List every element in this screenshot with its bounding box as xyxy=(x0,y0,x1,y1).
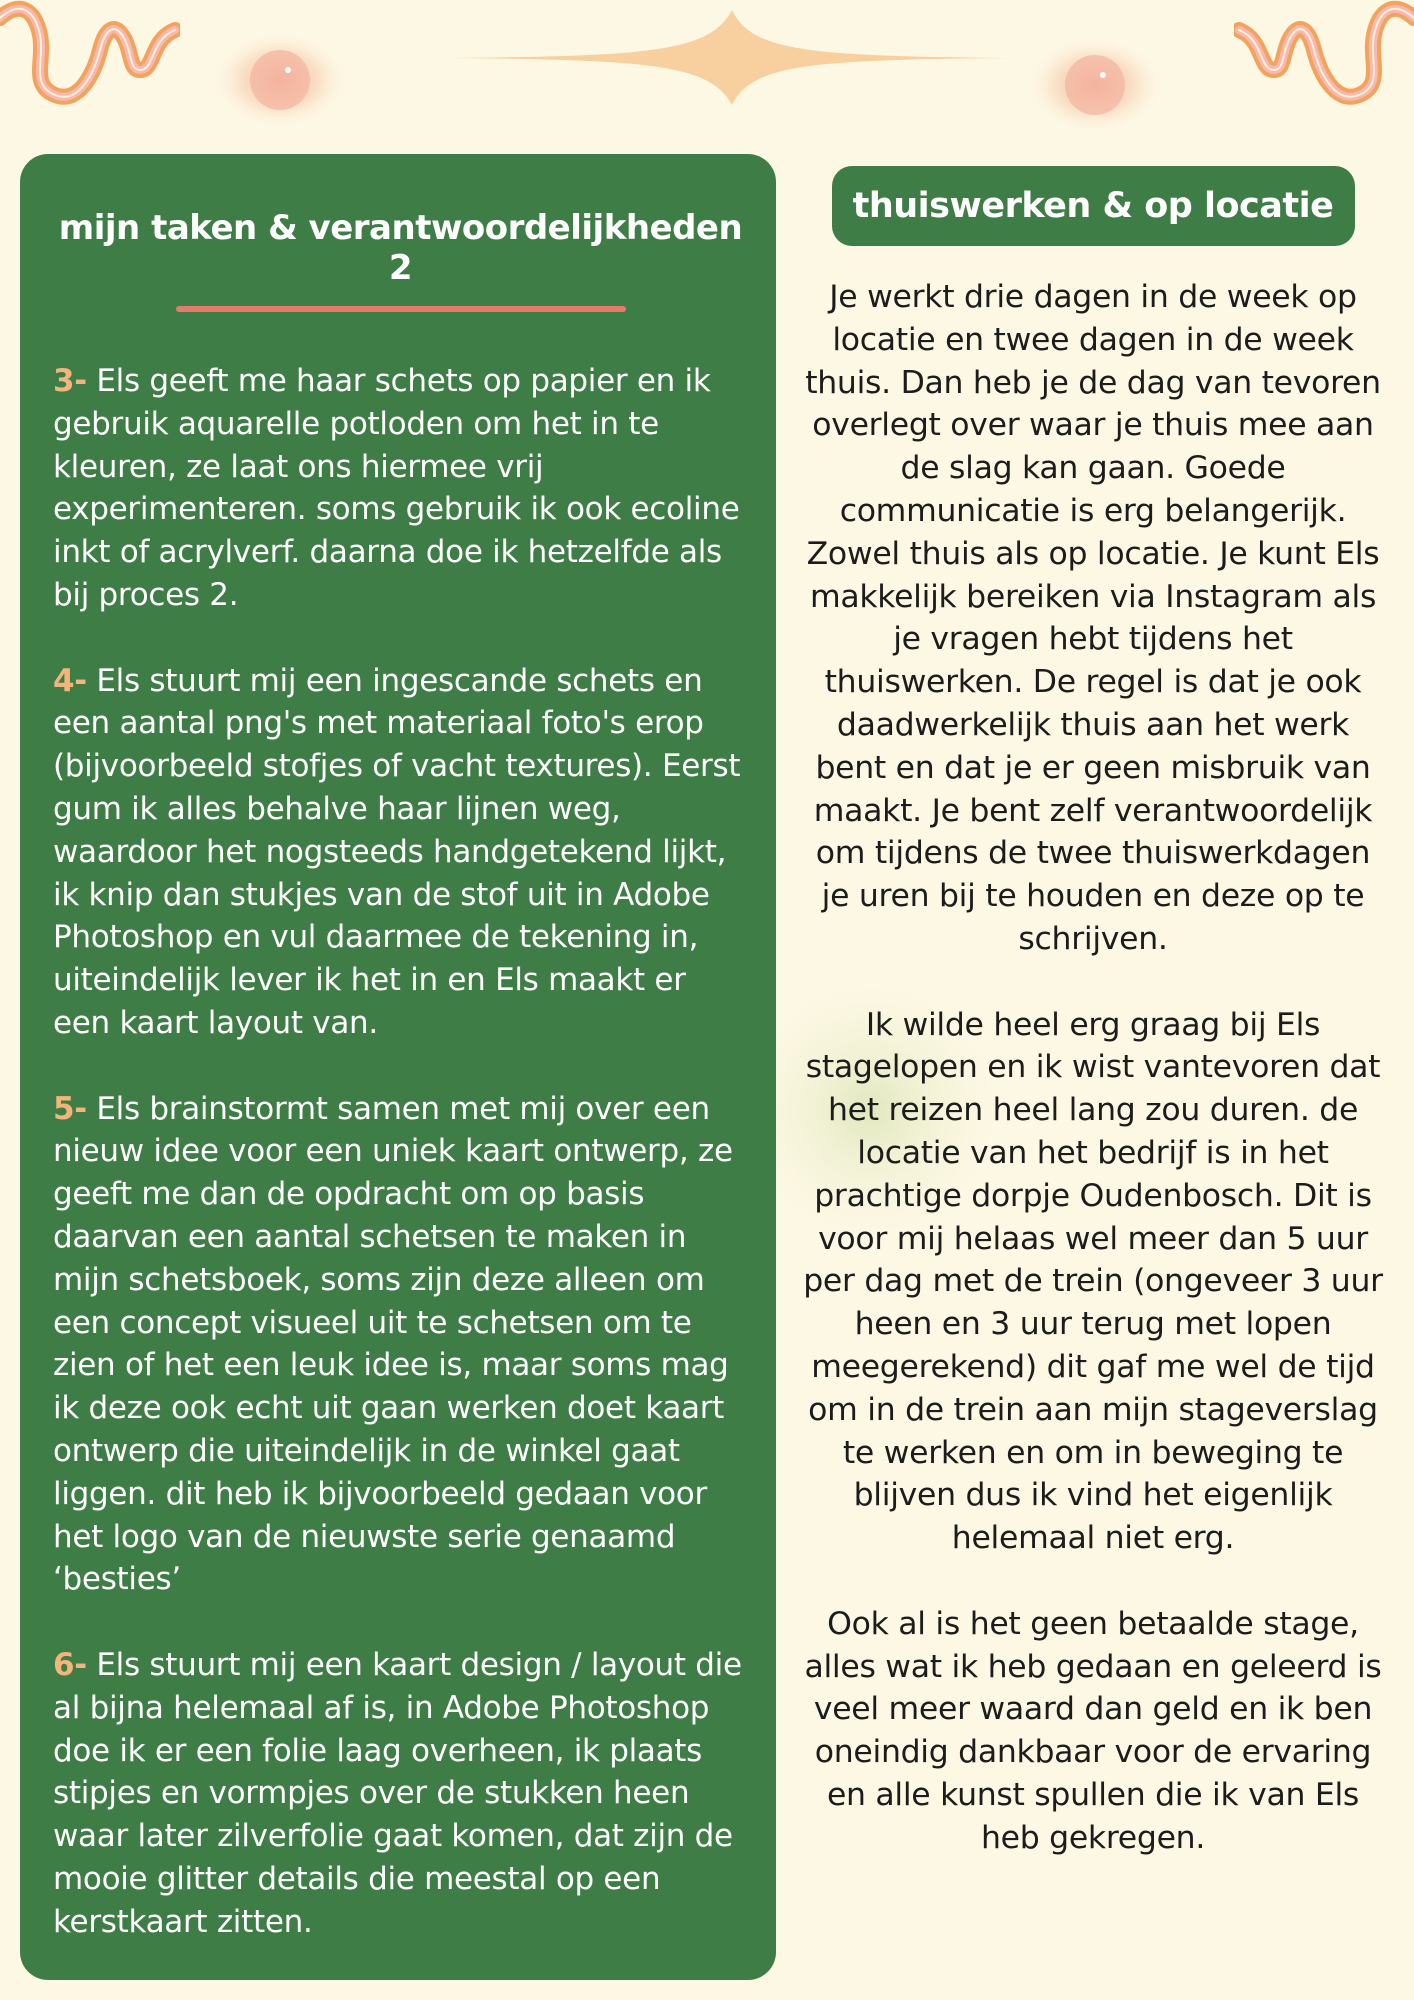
step-text: Els geeft me haar schets op papier en ik gebruik aquarelle potloden om het in te kleuren, ze laat ons hiermee vrij experimenteren. soms gebruik ik ook ecoline inkt of acrylverf. daarna doe ik hetzelfde als bij proces 2. xyxy=(53,363,740,613)
tasks-list xyxy=(53,360,748,1943)
paragraph-remote-work: Je werkt drie dagen in de week op locatie en twee dagen in de week thuis. Dan heb je de dag van tevoren overlegt over waar je thuis mee aan de slag kan gaan. Goede communicatie is erg belangerijk. Zowel thuis als op locatie. Je kunt Els makkelijk bereiken via Instagram als je vragen hebt tijdens het thuiswerken. De regel is dat je ook daadwerkelijk thuis aan het werk bent en dat je er geen misbruik van maakt. Je bent zelf verantwoordelijk om tijdens de twee thuiswerkdagen je uren bij te houden en deze op te schrijven. xyxy=(805,279,1381,957)
glow-orb-icon xyxy=(210,25,350,135)
paragraph-gratitude: Ook al is het geen betaalde stage, alles wat ik heb gedaan en geleerd is veel meer waard dan geld en ik ben oneindig dankbaar voor de ervaring en alle kunst spullen die ik van Els heb gekregen. xyxy=(804,1605,1382,1856)
title-underline xyxy=(176,306,626,312)
remote-work-title: thuiswerken & op locatie xyxy=(832,166,1355,246)
step-number: 3- xyxy=(53,363,87,399)
task-step-3 xyxy=(53,360,748,617)
step-text: Els stuurt mij een ingescande schets en een aantal png's met materiaal foto's erop (bijvoorbeeld stofjes of vacht textures). Eerst gum ik alles behalve haar lijnen weg, waardoor het nogsteeds handgetekend lijkt, ik knip dan stukjes van de stof uit in Adobe Photoshop en vul daarmee de tekening in, uiteindelijk lever ik het in en Els maakt er een kaart layout van. xyxy=(53,662,741,1041)
paragraph-travel: Ik wilde heel erg graag bij Els stagelopen en ik wist vantevoren dat het reizen heel lang zou duren. de locatie van het bedrijf is in het prachtige dorpje Oudenbosch. Dit is voor mij helaas wel meer dan 5 uur per dag met de trein (ongeveer 3 uur heen en 3 uur terug met lopen meegerekend) dit gaf me wel de tijd om in de trein aan mijn stageverslag te werken en om in beweging te blijven dus ik vind het eigenlijk helemaal niet erg. xyxy=(803,1006,1383,1557)
task-step-6 xyxy=(53,1644,748,1944)
step-number: 4- xyxy=(53,662,87,699)
sparkle-star-icon xyxy=(450,10,1010,105)
step-text: Els stuurt mij een kaart design / layout die al bijna helemaal af is, in Adobe Photoshop doe ik er een folie laag overheen, ik plaats stipjes en vormpjes over de stukken heen waar later zilverfolie gaat komen, dat zijn de mooie glitter details die meestal op een kerstkaart zitten. xyxy=(53,1646,742,1940)
tasks-title: mijn taken & verantwoordelijkheden 2 xyxy=(58,208,743,288)
step-text: Els brainstormt samen met mij over een nieuw idee voor een uniek kaart ontwerp, ze geeft me dan de opdracht om op basis daarvan een aantal schetsen te maken in mijn schetsboek, soms zijn deze alleen om een concept visueel uit te schetsen om te zien of het een leuk idee is, maar soms mag ik deze ook echt uit gaan werken doet kaart ontwerp die uiteindelijk in de winkel gaat liggen. dit heb ik bijvoorbeeld gedaan voor het logo van de nieuwste serie genaamd ‘besties’ xyxy=(53,1090,733,1598)
task-step-5 xyxy=(53,1088,748,1602)
wave-icon xyxy=(1234,0,1414,120)
tasks-card xyxy=(20,154,776,1980)
remote-work-section xyxy=(800,166,1386,1859)
task-step-4 xyxy=(53,660,748,1045)
step-number: 6- xyxy=(53,1646,87,1683)
wave-icon xyxy=(0,0,180,120)
step-number: 5- xyxy=(53,1090,87,1127)
glow-orb-icon xyxy=(1025,30,1165,140)
